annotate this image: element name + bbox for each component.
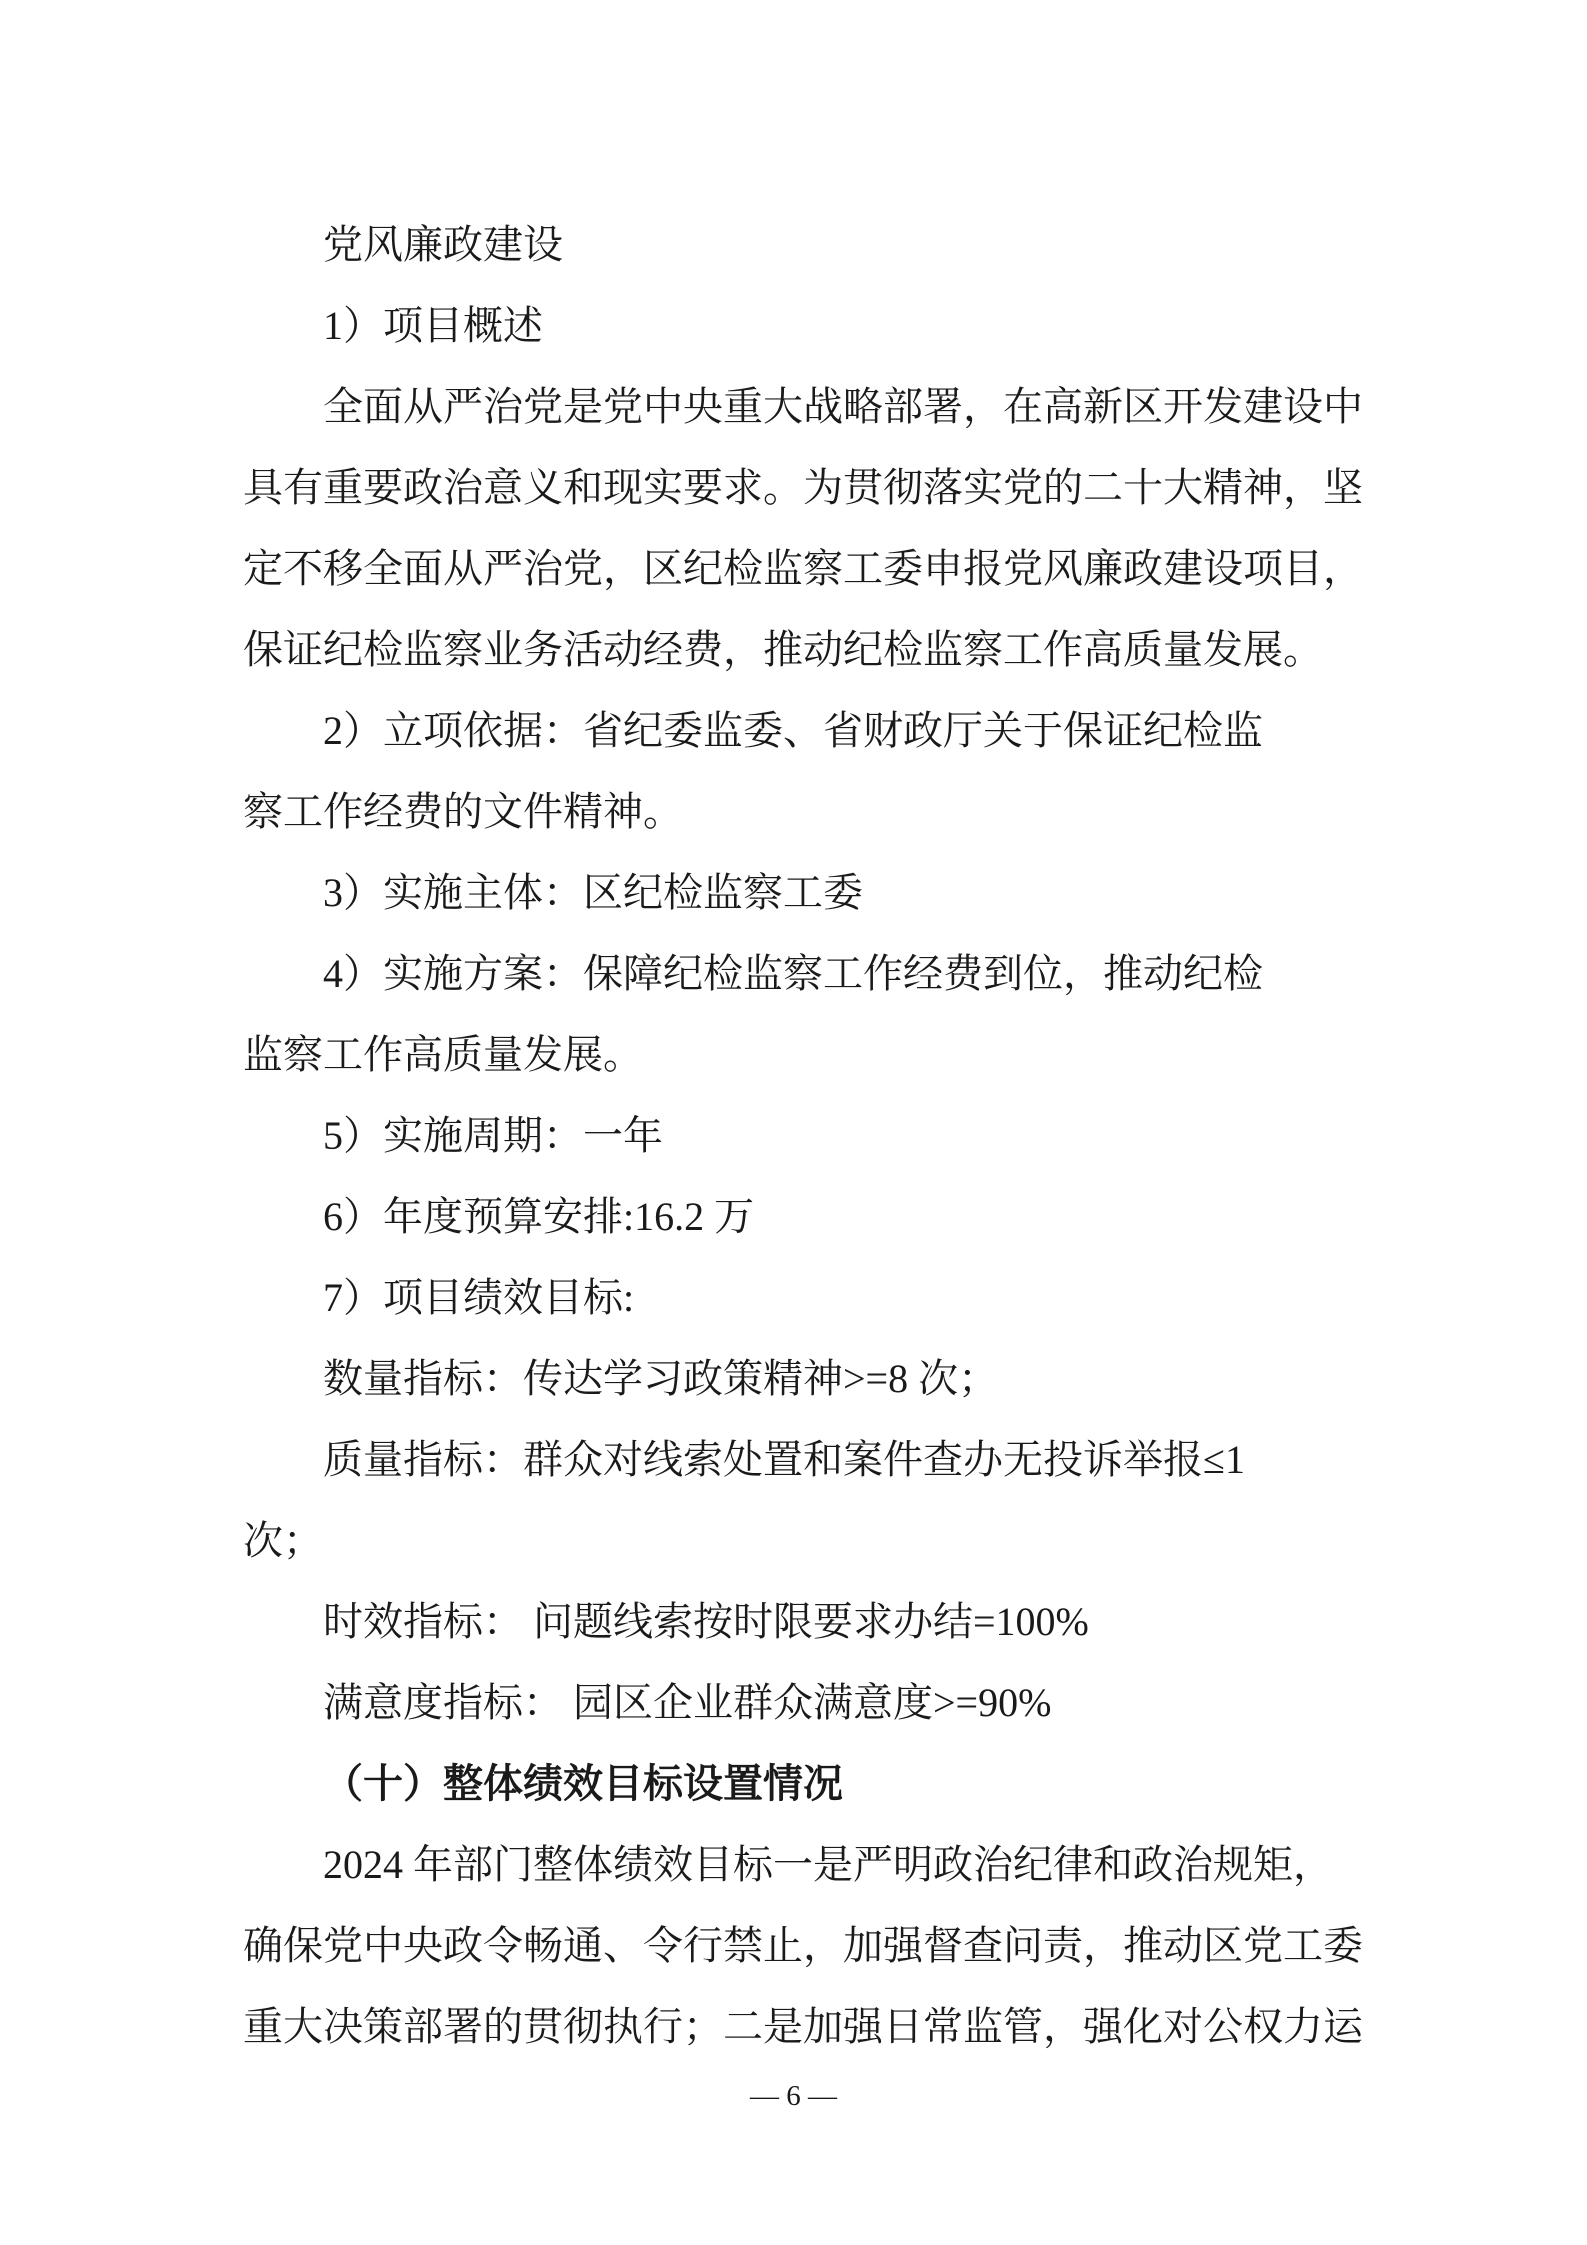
- text-line: 党风廉政建设: [323, 222, 563, 267]
- text-line: 监察工作高质量发展。: [243, 1032, 643, 1077]
- text-line: 2）立项依据：省纪委监委、省财政厅关于保证纪检监: [323, 708, 1263, 753]
- text-line: 4）实施方案：保障纪检监察工作经费到位，推动纪检: [323, 951, 1263, 996]
- text-line: 6）年度预算安排:16.2 万: [323, 1194, 755, 1239]
- text-line: 确保党中央政令畅通、令行禁止，加强督查问责，推动区党工委: [243, 1923, 1363, 1968]
- document-body: [243, 204, 1443, 2067]
- paragraph: [243, 204, 1443, 285]
- page-number: — 6 —: [750, 2080, 837, 2112]
- paragraph: [243, 1095, 1443, 1176]
- text-line: 数量指标：传达学习政策精神>=8 次；: [323, 1356, 999, 1401]
- text-line: 次；: [243, 1518, 323, 1563]
- text-line: 具有重要政治意义和现实要求。为贯彻落实党的二十大精神，坚: [243, 465, 1363, 510]
- paragraph: [243, 366, 1443, 690]
- paragraph: [243, 690, 1443, 852]
- paragraph: [243, 1662, 1443, 1743]
- paragraph: [243, 1581, 1443, 1662]
- paragraph: [243, 1419, 1443, 1581]
- text-line: 察工作经费的文件精神。: [243, 789, 683, 834]
- paragraph: [243, 933, 1443, 1095]
- text-line: 重大决策部署的贯彻执行；二是加强日常监管，强化对公权力运: [243, 2004, 1363, 2049]
- text-line: 2024 年部门整体绩效目标一是严明政治纪律和政治规矩，: [323, 1842, 1333, 1887]
- text-line: 保证纪检监察业务活动经费，推动纪检监察工作高质量发展。: [243, 627, 1323, 672]
- text-line: （十）整体绩效目标设置情况: [323, 1761, 843, 1806]
- paragraph: [243, 1824, 1443, 2067]
- text-line: 定不移全面从严治党，区纪检监察工委申报党风廉政建设项目，: [243, 546, 1363, 591]
- section-heading: [243, 1743, 1443, 1824]
- text-line: 3）实施主体：区纪检监察工委: [323, 870, 863, 915]
- text-line: 满意度指标： 园区企业群众满意度>=90%: [323, 1680, 1052, 1725]
- paragraph: [243, 1338, 1443, 1419]
- text-line: 7）项目绩效目标:: [323, 1275, 635, 1320]
- text-line: 5）实施周期：一年: [323, 1113, 663, 1158]
- paragraph: [243, 1257, 1443, 1338]
- page-footer: [0, 2076, 1587, 2116]
- paragraph: [243, 852, 1443, 933]
- paragraph: [243, 285, 1443, 366]
- paragraph: [243, 1176, 1443, 1257]
- text-line: 1）项目概述: [323, 303, 543, 348]
- text-line: 时效指标： 问题线索按时限要求办结=100%: [323, 1599, 1089, 1644]
- text-line: 质量指标：群众对线索处置和案件查办无投诉举报≤1: [323, 1437, 1245, 1482]
- text-line: 全面从严治党是党中央重大战略部署，在高新区开发建设中: [323, 384, 1363, 429]
